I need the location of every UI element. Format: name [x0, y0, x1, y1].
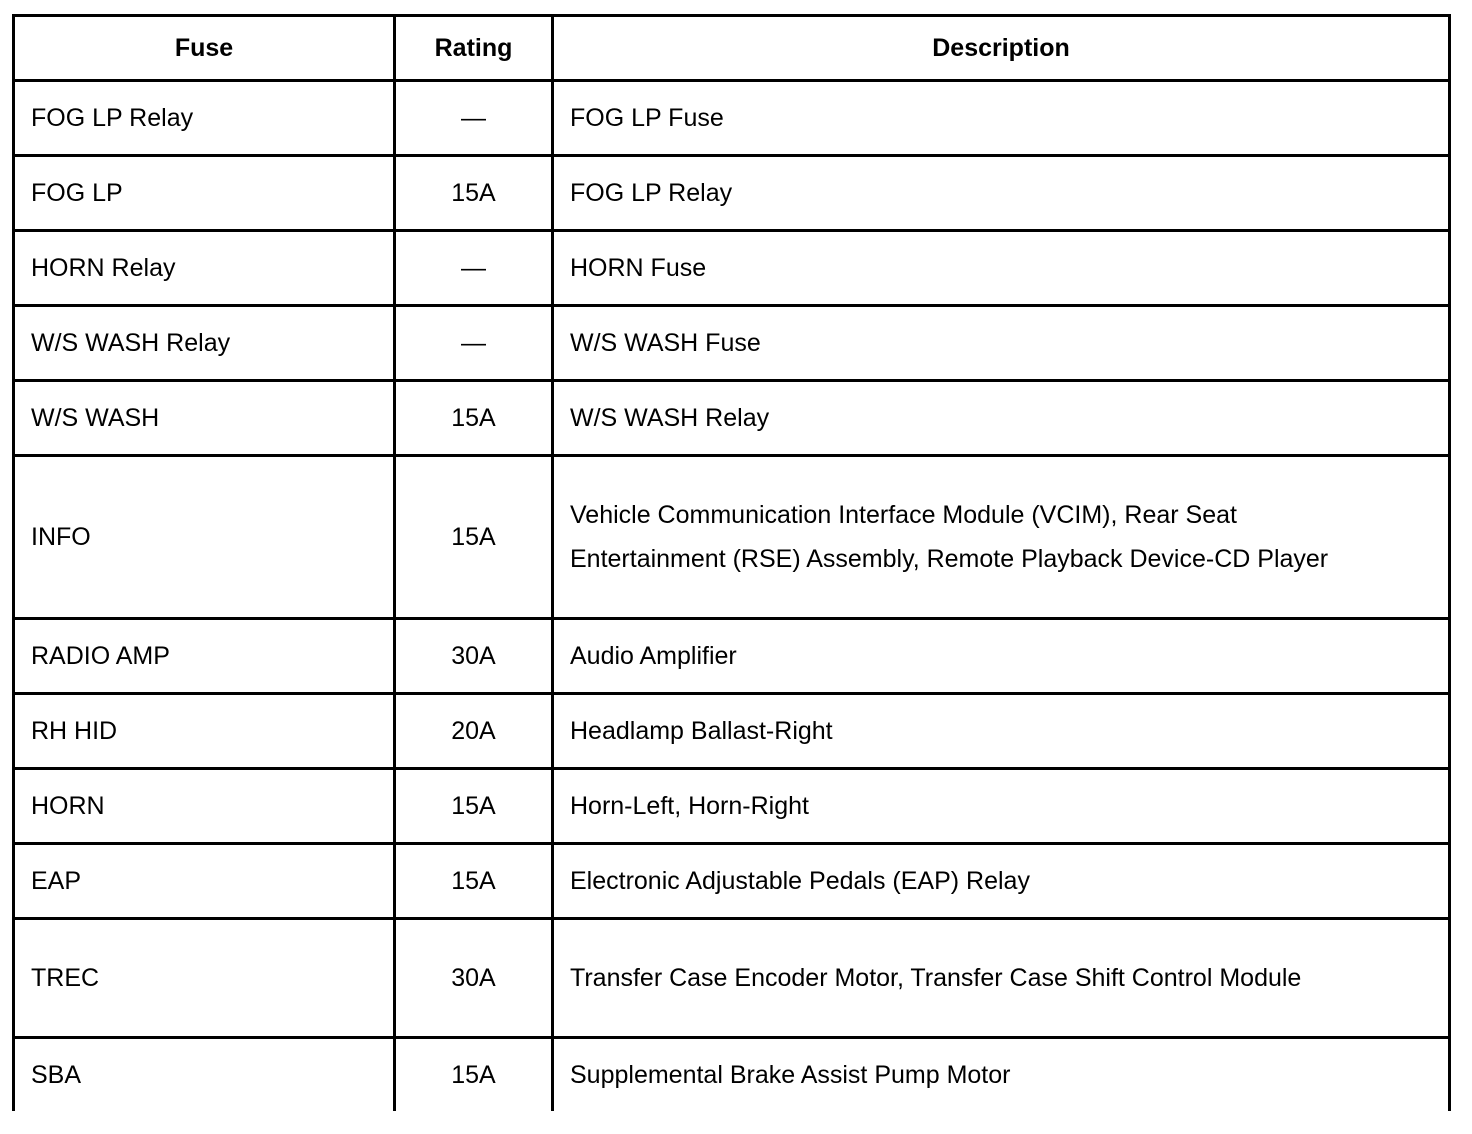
description-cell: Horn-Left, Horn-Right — [553, 769, 1450, 844]
fuse-cell: W/S WASH Relay — [14, 306, 395, 381]
description-cell: FOG LP Fuse — [553, 81, 1450, 156]
description-cell: W/S WASH Fuse — [553, 306, 1450, 381]
fuse-cell: EAP — [14, 844, 395, 919]
rating-cell: 30A — [395, 619, 553, 694]
rating-cell: 15A — [395, 381, 553, 456]
fuse-cell: HORN Relay — [14, 231, 395, 306]
rating-cell: 30A — [395, 919, 553, 1038]
header-fuse: Fuse — [14, 16, 395, 81]
table-header-row — [14, 16, 1450, 81]
table-row — [14, 306, 1450, 381]
table-row — [14, 769, 1450, 844]
rating-cell: 15A — [395, 156, 553, 231]
description-cell: Audio Amplifier — [553, 619, 1450, 694]
rating-cell: 15A — [395, 456, 553, 619]
rating-cell: 15A — [395, 844, 553, 919]
table-row — [14, 381, 1450, 456]
rating-cell: — — [395, 231, 553, 306]
description-cell: Supplemental Brake Assist Pump Motor — [553, 1038, 1450, 1112]
rating-cell: — — [395, 306, 553, 381]
table-row — [14, 231, 1450, 306]
description-cell: Vehicle Communication Interface Module (VCIM), Rear Seat Entertainment (RSE) Assembly, Remote Playback Device-CD Player — [553, 456, 1450, 619]
fuse-cell: RH HID — [14, 694, 395, 769]
description-cell: W/S WASH Relay — [553, 381, 1450, 456]
fuse-cell: FOG LP — [14, 156, 395, 231]
table-row — [14, 619, 1450, 694]
description-cell: FOG LP Relay — [553, 156, 1450, 231]
rating-cell: 15A — [395, 769, 553, 844]
rating-cell: 20A — [395, 694, 553, 769]
description-cell: Electronic Adjustable Pedals (EAP) Relay — [553, 844, 1450, 919]
table-row — [14, 156, 1450, 231]
fuse-cell: HORN — [14, 769, 395, 844]
header-description: Description — [553, 16, 1450, 81]
fuse-cell: FOG LP Relay — [14, 81, 395, 156]
header-rating: Rating — [395, 16, 553, 81]
description-cell: Transfer Case Encoder Motor, Transfer Case Shift Control Module — [553, 919, 1450, 1038]
table-row — [14, 1038, 1450, 1112]
table-row — [14, 81, 1450, 156]
table-row — [14, 844, 1450, 919]
rating-cell: 15A — [395, 1038, 553, 1112]
fuse-cell: INFO — [14, 456, 395, 619]
table-row — [14, 456, 1450, 619]
rating-cell: — — [395, 81, 553, 156]
fuse-cell: RADIO AMP — [14, 619, 395, 694]
table-row — [14, 919, 1450, 1038]
fuse-cell: W/S WASH — [14, 381, 395, 456]
description-cell: Headlamp Ballast-Right — [553, 694, 1450, 769]
fuse-cell: SBA — [14, 1038, 395, 1112]
fuse-table — [12, 14, 1451, 1111]
fuse-cell: TREC — [14, 919, 395, 1038]
description-cell: HORN Fuse — [553, 231, 1450, 306]
table-row — [14, 694, 1450, 769]
